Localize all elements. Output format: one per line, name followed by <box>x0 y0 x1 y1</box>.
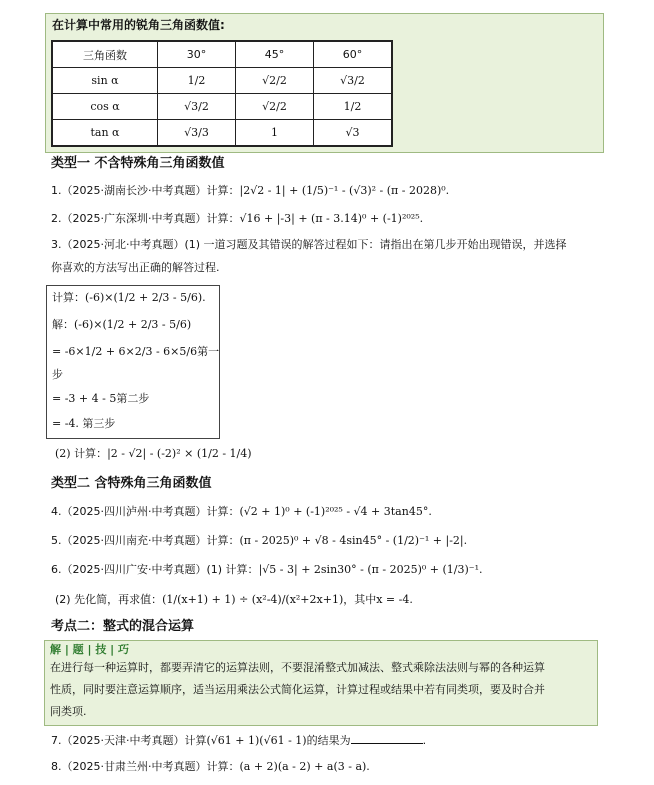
question-6-label: 6.（2025·四川广安·中考真题）(1) 计算： <box>51 563 259 576</box>
question-5-label: 5.（2025·四川南充·中考真题）计算： <box>51 534 240 547</box>
question-2-label: 2.（2025·广东深圳·中考真题）计算： <box>51 212 240 225</box>
question-6-part-2-label: (2) 先化简，再求值： <box>55 593 163 606</box>
question-5-expr: (π - 2025)⁰ + √8 - 4sin45° - (1/2)⁻¹ + |-2|. <box>239 534 468 547</box>
table-header-row <box>52 41 392 68</box>
tip-line-2: 性质，同时要注意运算顺序，适当运用乘法公式简化运算，计算过程或结果中若有同类项，要及时合并 <box>50 683 545 696</box>
row-sin-label: sin α <box>52 68 158 94</box>
question-7-suffix: 的结果为 <box>306 734 351 747</box>
tip-line-3: 同类项. <box>50 705 87 718</box>
solution-line-2: 解：(-6)×(1/2 + 2/3 - 5/6) <box>52 318 192 331</box>
question-3-part-2: (2) 计算：|2 - √2| - (-2)² × (1/2 - 1/4) <box>55 447 252 460</box>
question-4-label: 4.（2025·四川泸州·中考真题）计算： <box>51 505 240 518</box>
tip-heading: 解 | 题 | 技 | 巧 <box>50 643 130 656</box>
tan-30: √3/3 <box>158 120 236 147</box>
question-1-expr: |2√2 - 1| + (1/5)⁻¹ - (√3)² - (π - 2028)⁰. <box>239 184 450 197</box>
question-4-expr: (√2 + 1)⁰ + (-1)²⁰²⁵ - √4 + 3tan45°. <box>239 505 432 518</box>
answer-blank <box>351 733 423 744</box>
question-8-label: 8.（2025·甘肃兰州·中考真题）计算： <box>51 760 240 773</box>
tan-45: 1 <box>236 120 314 147</box>
section-type-one: 类型一 不含特殊角三角函数值 <box>51 156 225 171</box>
tip-line-1: 在进行每一种运算时，都要弄清它的运算法则，不要混淆整式加减法、整式乘除法法则与幂的各种运算 <box>50 661 545 674</box>
row-cos-label: cos α <box>52 94 158 120</box>
section-type-two: 类型二 含特殊角三角函数值 <box>51 476 212 491</box>
solution-line-5: = -3 + 4 - 5第二步 <box>52 392 150 405</box>
header-fn: 三角函数 <box>52 41 158 68</box>
question-3-line2: 你喜欢的方法写出正确的解答过程. <box>51 261 220 274</box>
header-45: 45° <box>236 41 314 68</box>
table-row <box>52 120 392 147</box>
solution-line-1: 计算：(-6)×(1/2 + 2/3 - 5/6). <box>52 291 206 304</box>
table-row <box>52 68 392 94</box>
solution-line-4: 步 <box>52 368 63 381</box>
question-7-label: 7.（2025·天津·中考真题）计算 <box>51 734 207 747</box>
solution-line-3: = -6×1/2 + 6×2/3 - 6×5/6第一 <box>52 345 220 358</box>
question-6-expr: |√5 - 3| + 2sin30° - (π - 2025)⁰ + (1/3)⁻¹. <box>258 563 483 576</box>
question-7: 7.（2025·天津·中考真题）计算(√61 + 1)(√61 - 1)的结果为 . <box>51 734 427 747</box>
question-2 <box>51 210 423 228</box>
question-8-expr: (a + 2)(a - 2) + a(3 - a). <box>239 760 370 773</box>
question-6-part-2 <box>55 591 413 609</box>
question-1-label: 1.（2025·湖南长沙·中考真题）计算： <box>51 184 240 197</box>
question-3-line1: 3.（2025·河北·中考真题）(1) 一道习题及其错误的解答过程如下：请指出在第几步开始出现错误，并选择 <box>51 238 567 251</box>
sin-30: 1/2 <box>158 68 236 94</box>
question-5 <box>51 532 467 550</box>
sin-60: √3/2 <box>314 68 393 94</box>
header-30: 30° <box>158 41 236 68</box>
sin-45: √2/2 <box>236 68 314 94</box>
cos-45: √2/2 <box>236 94 314 120</box>
question-4 <box>51 503 432 521</box>
question-1 <box>51 182 449 200</box>
trig-table <box>51 40 393 147</box>
cos-60: 1/2 <box>314 94 393 120</box>
question-8 <box>51 758 370 776</box>
question-2-expr: √16 + |-3| + (π - 3.14)⁰ + (-1)²⁰²⁵. <box>239 212 424 225</box>
tan-60: √3 <box>314 120 393 147</box>
header-60: 60° <box>314 41 393 68</box>
row-tan-label: tan α <box>52 120 158 147</box>
table-row <box>52 94 392 120</box>
question-6 <box>51 561 483 579</box>
trig-box-title: 在计算中常用的锐角三角函数值: <box>52 18 225 32</box>
section-topic-two: 考点二：整式的混合运算 <box>51 619 195 634</box>
cos-30: √3/2 <box>158 94 236 120</box>
question-7-expr: (√61 + 1)(√61 - 1) <box>206 734 307 747</box>
solution-line-6: = -4. 第三步 <box>52 417 116 430</box>
question-6-part-2-expr: (1/(x+1) + 1) ÷ (x²-4)/(x²+2x+1)，其中x = -4. <box>162 593 413 606</box>
